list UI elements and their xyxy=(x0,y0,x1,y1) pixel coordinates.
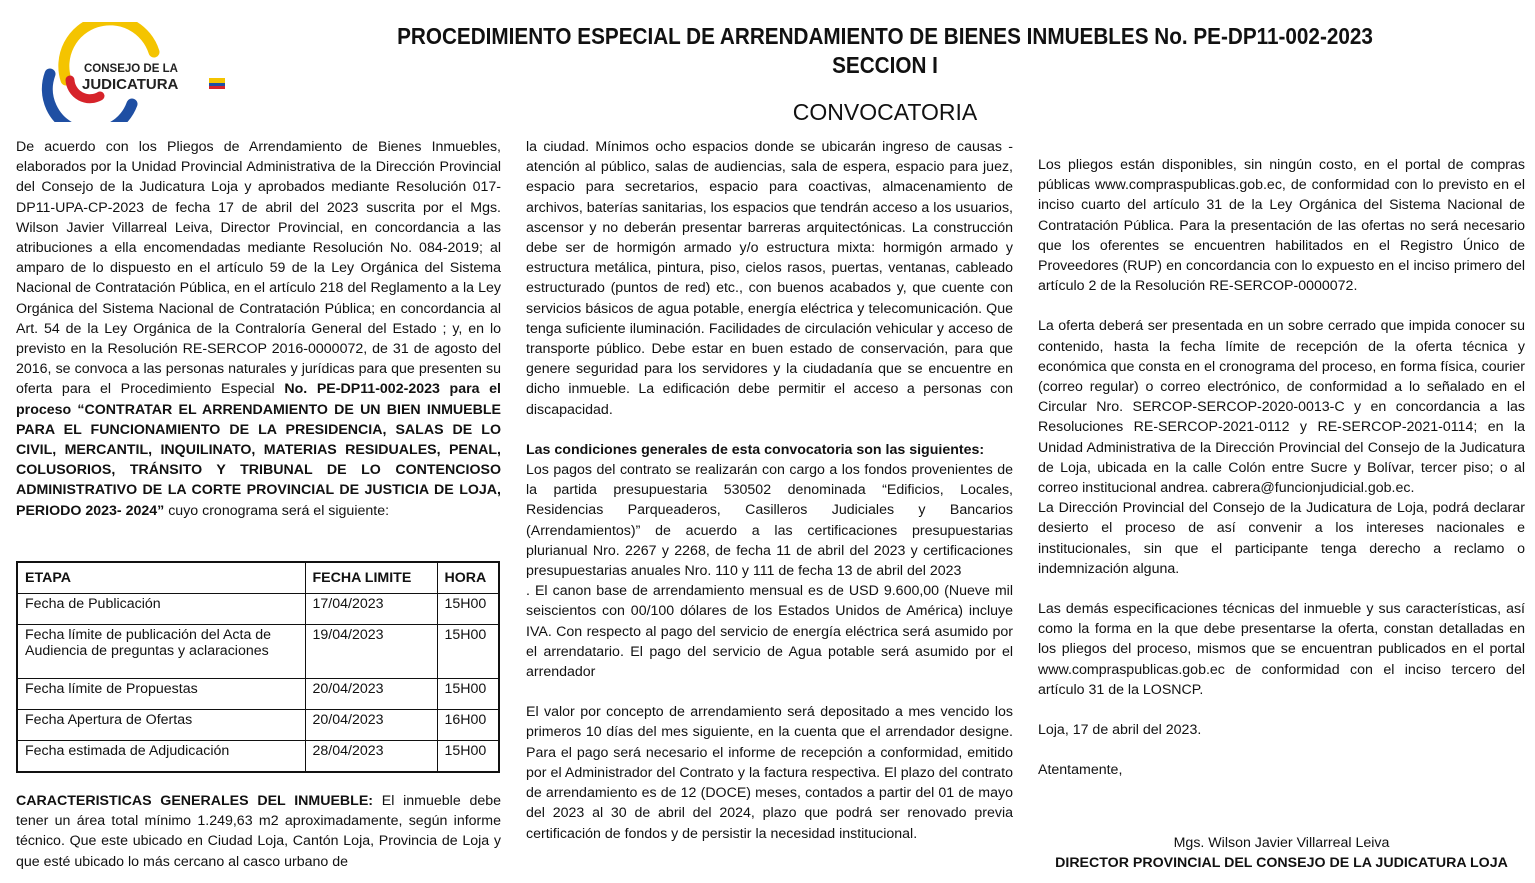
etapa-cell: Fecha estimada de Adjudicación xyxy=(17,740,305,772)
logo-emblem-icon xyxy=(36,22,236,122)
table-row xyxy=(17,624,499,678)
intro-end-text: cuyo cronograma será el siguiente: xyxy=(164,502,390,519)
schedule-table xyxy=(16,561,500,773)
header-etapa: ETAPA xyxy=(17,562,305,594)
characteristics-text: El inmueble debe tener un área total mínimo 1.249,63 m2 aproximadamente, según informe técnico. Que este ubicado en Ciudad Loja, Cantón Loja, Provincia de Loja y que esté ubicado lo más cercano al casco urbano de xyxy=(16,793,502,870)
logo-text-line2: JUDICATURA xyxy=(82,76,179,93)
desierto-paragraph: La Dirección Provincial del Consejo de la Judicatura de Loja, podrá declarar desierto el proceso de así convenir a los intereses nacionales e institucionales, sin que el participante tenga derecho a reclamo o indemnización alguna. xyxy=(1038,500,1525,577)
title-line1: PROCEDIMIENTO ESPECIAL DE ARRENDAMIENTO DE BIENES INMUEBLES No. PE-DP11-002-2023 xyxy=(397,23,1373,49)
etapa-cell: Fecha de Publicación xyxy=(17,594,305,625)
table-row xyxy=(17,594,499,625)
header-hora: HORA xyxy=(437,562,499,594)
page-title xyxy=(359,22,1412,80)
etapa-cell: Fecha límite de publicación del Acta de Audiencia de preguntas y aclaraciones xyxy=(17,624,305,678)
fecha-cell: 19/04/2023 xyxy=(305,624,437,678)
intro-bold-text: No. PE-DP11-002-2023 para el proceso “CONTRATAR EL ARRENDAMIENTO DE UN BIEN INMUEBLE PARA EL FUNCIONAMIENTO DE LA PRESIDENCIA, SALAS DE LO CIVIL, MERCANTIL, INQUILINATO, MATERIAS RESIDUALES, PENAL, COLUSORIOS, TRÁNSITO Y TRIBUNAL DE LO CONTENCIOSO ADMINISTRATIVO DE LA CORTE PROVINCIAL DE JUSTICIA DE LOJA, PERIODO 2023- 2024” xyxy=(16,381,501,519)
table-row xyxy=(17,679,499,710)
fecha-cell: 20/04/2023 xyxy=(305,679,437,710)
signer-name: Mgs. Wilson Javier Villarreal Leiva xyxy=(1173,835,1390,851)
fecha-cell: 17/04/2023 xyxy=(305,594,437,625)
title-line2: SECCION I xyxy=(832,52,938,78)
pliegos-paragraph: Los pliegos están disponibles, sin ningún costo, en el portal de compras públicas www.compraspublicas.gob.ec, de conformidad con lo previsto en el inciso cuarto del artículo 31 de la Ley Orgánica del Sistema Nacional de Contratación Pública. Para la presentación de las ofertas no será necesario que los oferentes se encuentren habilitados en el Registro Único de Proveedores (RUP) en concordancia con lo expuesto en el inciso primero del artículo 2 de la Resolución RE-SERCOP-0000072. xyxy=(1038,157,1525,295)
oferta-paragraph: La oferta deberá ser presentada en un sobre cerrado que impida conocer su contenido, hasta la fecha límite de recepción de la oferta técnica y económica que consta en el cronograma del proceso, en forma física, courier (correo regular) o correo electrónico, de conformidad a lo señalado en el Circular Nro. SERCOP-SERCOP-2020-0013-C y en concordancia a las Resoluciones RE-SERCOP-2021-0112 y RE-SERCOP-2021-0114; en la Unidad Administrativa de la Dirección Provincial del Consejo de la Judicatura de Loja, ubicada en la calle Colón entre Sucre y Bolívar, tercer piso; o al correo institucional andrea. cabrera@funcionjudicial.gob.ec. xyxy=(1038,318,1525,497)
column-2 xyxy=(526,137,1013,844)
characteristics-paragraph xyxy=(16,791,501,872)
signature-block xyxy=(1038,833,1525,873)
intro-paragraph xyxy=(16,137,501,521)
deposit-paragraph: El valor por concepto de arrendamiento será depositado a mes vencido los primeros 10 días del mes siguiente, en la cuenta que el arrendador designe. Para el pago será necesario el informe de recepción a conformidad, emitido por el Administrador del Contrato y la factura respectiva. El plazo del contrato de arrendamiento es de 12 (DOCE) meses, contados a partir del 01 de mayo del 2023 al 30 de abril del 2024, plazo que podrá ser renovado previa certificación de fondos y de persistir la necesidad institucional. xyxy=(526,704,1013,842)
payments-paragraph: Los pagos del contrato se realizarán con cargo a los fondos provenientes de la partida presupuestaria 530502 denominada “Edificios, Locales, Residencias Parqueaderos, Casilleros Judiciales y Bancarios (Arrendamientos)” de acuerdo a las certificaciones presupuestarias plurianual Nro. 2267 y 2268, de fecha 11 de abril del 2023 y certificaciones presupuestarias anuales Nro. 110 y 111 de fecha 13 de abril del 2023 xyxy=(526,462,1013,580)
fecha-cell: 20/04/2023 xyxy=(305,710,437,741)
schedule-header-row xyxy=(17,562,499,594)
hora-cell: 15H00 xyxy=(437,679,499,710)
canon-paragraph: . El canon base de arrendamiento mensual es de USD 9.600,00 (Nueve mil seiscientos con 00/100 dólares de los Estados Unidos de América) incluye IVA. Con respecto al pago del servicio de energía eléctrica será asumido por el arrendatario. El pago del servicio de Agua potable será asumido por el arrendador xyxy=(526,583,1013,681)
characteristics-heading: CARACTERISTICAS GENERALES DEL INMUEBLE: xyxy=(16,793,374,809)
convocatoria-heading: CONVOCATORIA xyxy=(792,99,978,125)
requirements-paragraph: la ciudad. Mínimos ocho espacios donde se ubicarán ingreso de causas - atención al público, salas de audiencias, sala de espera, espacio para juez, espacio para secretarios, espacio para coactivas, almacenamiento de archivos, baterías sanitarias, los espacios que tendrán acceso a los usuarios, ascensor y no deberán presentar barreras arquitectónicas. La construcción debe ser de hormigón armado y/o estructura mixta: hormigón armado y estructura metálica, pintura, piso, cielos rasos, puertas, ventanas, cableado estructurado (puntos de red) etc., con buenos acabados y, que cuente con servicios básicos de agua potable, energía eléctrica y telecomunicación. Que tenga suficiente iluminación. Facilidades de circulación vehicular y acceso de transporte público. Debe estar en buen estado de conservación, para que genere seguridad para los servidores y la ciudadanía que se encuentre en dicho inmueble. La edificación debe permitir el acceso a personas con discapacidad. xyxy=(526,139,1013,418)
signer-title: DIRECTOR PROVINCIAL DEL CONSEJO DE LA JUDICATURA LOJA xyxy=(1055,855,1508,871)
hora-cell: 15H00 xyxy=(437,740,499,772)
closing-line: Atentamente, xyxy=(1038,762,1123,779)
column-1 xyxy=(16,137,501,521)
intro-text: De acuerdo con los Pliegos de Arrendamiento de Bienes Inmuebles, elaborados por la Unidad Provincial Administrativa de la Dirección Provincial del Consejo de la Judicatura Loja y aprobados mediante Resolución 017-DP11-UPA-CP-2023 de fecha 17 de abril del 2023 suscrita por el Mgs. Wilson Javier Villarreal Leiva, Director Provincial, en concordancia a las atribuciones a ella encomendadas mediante Resolución No. 084-2019; al amparo de lo dispuesto en el artículo 59 de la Ley Orgánica del Sistema Nacional de Contratación Pública, en el artículo 218 del Reglamento a la Ley Orgánica del Sistema Nacional de Contratación Pública; en concordancia al Art. 54 de la Ley Orgánica de la Contraloría General del Estado ; y, en lo previsto en la Resolución RE-SERCOP 2016-0000072, de 31 de agosto del 2016, se convoca a las personas naturales y jurídicas para que presenten su oferta para el Procedimiento Especial xyxy=(16,139,501,398)
hora-cell: 16H00 xyxy=(437,710,499,741)
hora-cell: 15H00 xyxy=(437,594,499,625)
etapa-cell: Fecha Apertura de Ofertas xyxy=(17,710,305,741)
conditions-heading: Las condiciones generales de esta convocatoria son las siguientes: xyxy=(526,441,985,458)
especificaciones-paragraph: Las demás especificaciones técnicas del inmueble y sus características, así como la forma en la que debe presentarse la oferta, constan detalladas en los pliegos del proceso, mismos que se encuentran publicados en el portal www.compraspublicas.gob.ec de conformidad con el inciso tercero del artículo 31 de la LOSNCP. xyxy=(1038,601,1525,698)
hora-cell: 15H00 xyxy=(437,624,499,678)
table-row xyxy=(17,710,499,741)
column-3 xyxy=(1038,155,1525,780)
table-row xyxy=(17,740,499,772)
logo-text-line1: CONSEJO DE LA xyxy=(84,63,178,75)
fecha-cell: 28/04/2023 xyxy=(305,740,437,772)
date-line: Loja, 17 de abril del 2023. xyxy=(1038,722,1202,739)
etapa-cell: Fecha límite de Propuestas xyxy=(17,679,305,710)
consejo-judicatura-logo xyxy=(36,22,236,122)
header-fecha-limite: FECHA LIMITE xyxy=(305,562,437,594)
characteristics-section xyxy=(16,791,501,872)
